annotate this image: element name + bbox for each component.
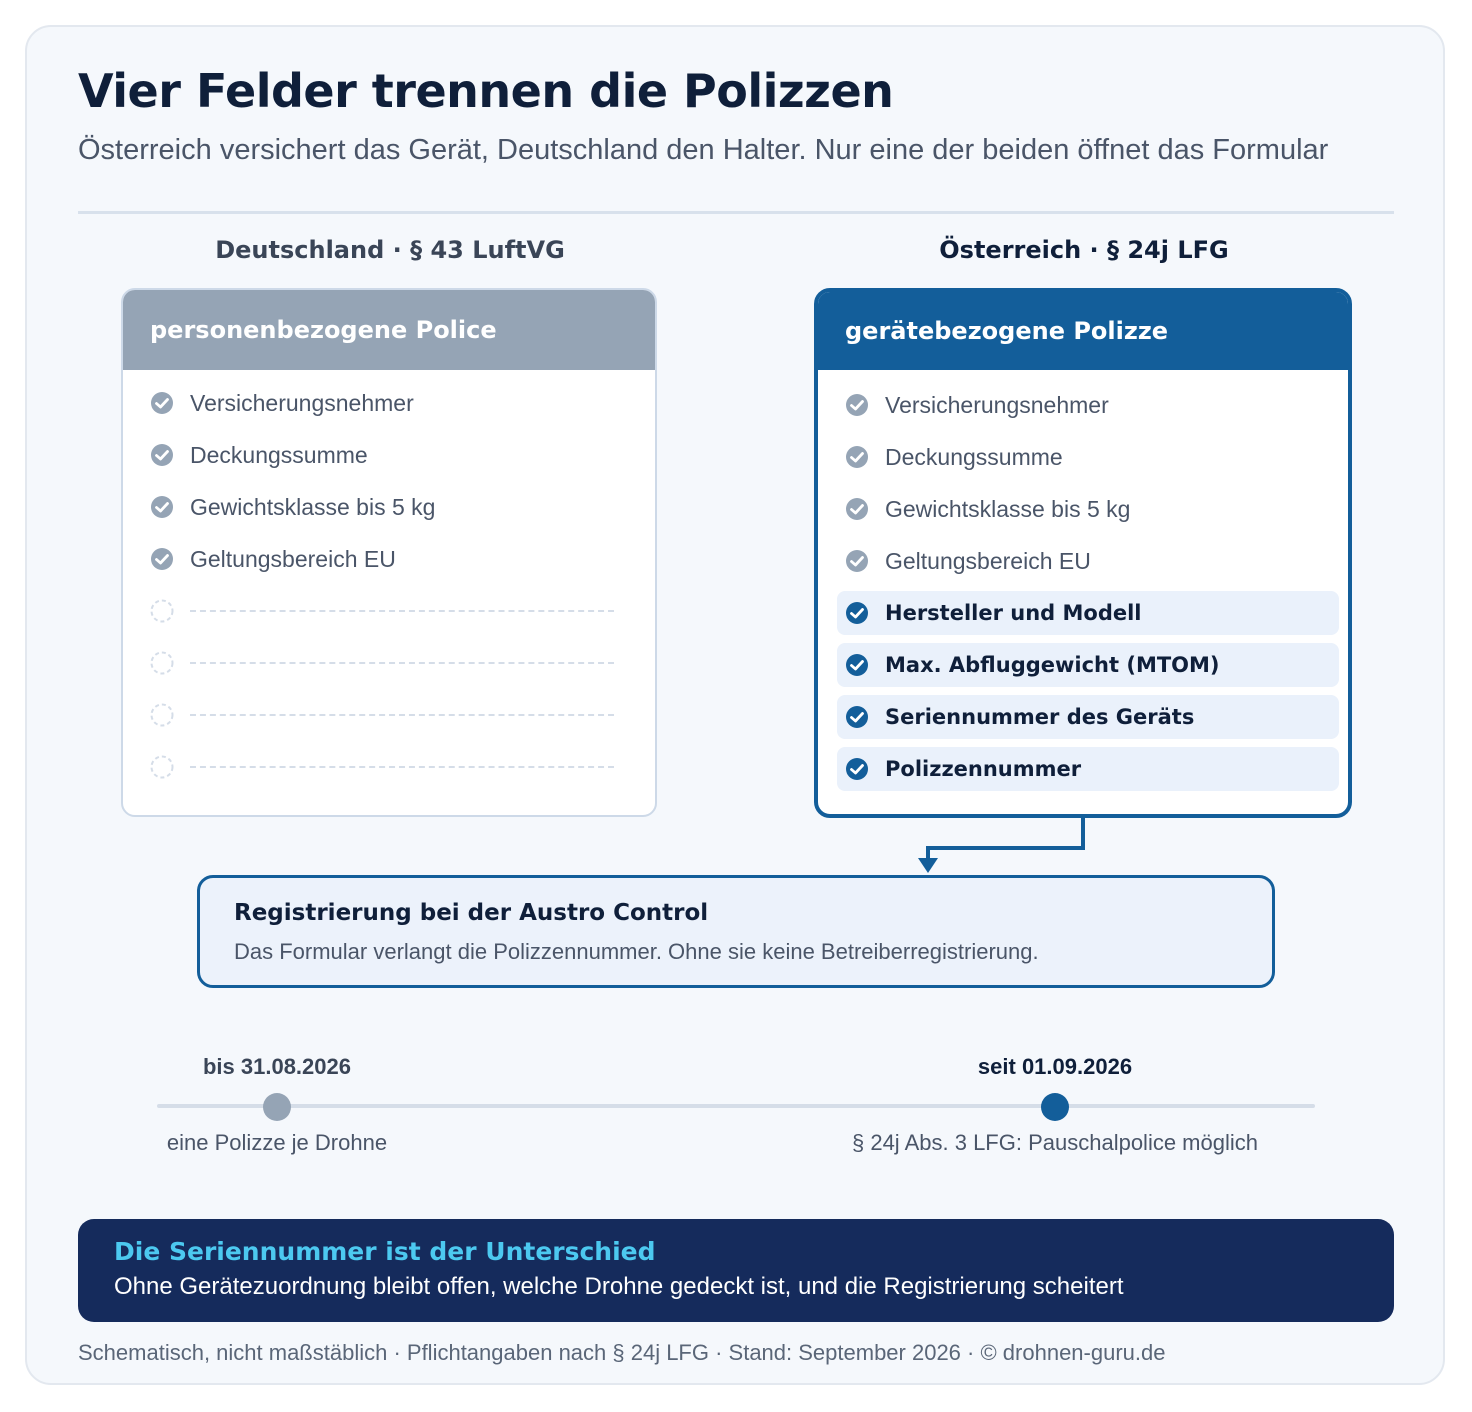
field-label: Seriennummer des Geräts [885, 705, 1195, 729]
germany-field-row [150, 433, 368, 477]
field-label: Versicherungsnehmer [885, 391, 1109, 418]
timeline-after-marker [1041, 1093, 1069, 1121]
timeline-track [157, 1104, 1315, 1108]
field-label: Deckungssumme [190, 441, 368, 468]
austria-policy-card [814, 288, 1352, 818]
timeline-after-caption: § 24j Abs. 3 LFG: Pauschalpolice möglich [851, 1130, 1258, 1155]
empty-field-line [190, 714, 614, 716]
key-message-banner [78, 1219, 1394, 1322]
page-subtitle: Österreich versichert das Gerät, Deutschland den Halter. Nur eine der beiden öffnet das Formular [78, 134, 1329, 166]
registration-box [197, 875, 1275, 988]
field-label: Polizzennummer [885, 757, 1082, 781]
page-title: Vier Felder trennen die Polizzen [78, 64, 894, 118]
check-circle-icon [150, 547, 174, 571]
registration-text: Das Formular verlangt die Polizzennummer. Ohne sie keine Betreiberregistrierung. [234, 939, 1039, 964]
field-label: Geltungsbereich EU [885, 547, 1091, 574]
empty-circle-icon [150, 703, 174, 727]
divider [78, 211, 1394, 214]
austria-required-field-row [837, 747, 1339, 791]
timeline-before-label: bis 31.08.2026 [202, 1054, 351, 1079]
check-circle-icon [845, 497, 869, 521]
field-label: Max. Abfluggewicht (MTOM) [885, 653, 1220, 677]
austria-required-field-row [837, 695, 1339, 739]
check-circle-icon [845, 653, 869, 677]
check-circle-icon [845, 705, 869, 729]
timeline-after-label: seit 01.09.2026 [977, 1054, 1133, 1079]
germany-policy-title: personenbezogene Police [123, 290, 655, 370]
footer-note: Schematisch, nicht maßstäblich · Pflichtangaben nach § 24j LFG · Stand: September 2026 · © drohnen-guru.de [78, 1340, 1166, 1365]
germany-empty-field-row [150, 641, 614, 685]
check-circle-icon [150, 391, 174, 415]
austria-required-field-row [837, 643, 1339, 687]
empty-field-line [190, 610, 614, 612]
field-label: Geltungsbereich EU [190, 545, 396, 572]
germany-empty-field-row [150, 745, 614, 789]
empty-circle-icon [150, 651, 174, 675]
germany-field-row [150, 485, 435, 529]
timeline-before-marker [263, 1093, 291, 1121]
check-circle-icon [845, 549, 869, 573]
check-circle-icon [845, 445, 869, 469]
field-label: Deckungssumme [885, 443, 1063, 470]
check-circle-icon [845, 757, 869, 781]
field-label: Gewichtsklasse bis 5 kg [190, 493, 436, 520]
germany-empty-field-row [150, 693, 614, 737]
austria-heading: Österreich · § 24j LFG [939, 236, 1229, 264]
austria-policy-title: gerätebezogene Polizze [818, 292, 1348, 370]
field-label: Versicherungsnehmer [190, 389, 414, 416]
empty-field-line [190, 662, 614, 664]
field-label: Gewichtsklasse bis 5 kg [885, 495, 1131, 522]
field-label: Hersteller und Modell [885, 601, 1142, 625]
austria-field-row [845, 435, 1063, 479]
empty-circle-icon [150, 599, 174, 623]
germany-policy-card [121, 288, 657, 817]
empty-field-line [190, 766, 614, 768]
check-circle-icon [150, 495, 174, 519]
check-circle-icon [845, 393, 869, 417]
germany-heading: Deutschland · § 43 LuftVG [215, 236, 565, 264]
austria-required-field-row [837, 591, 1339, 635]
austria-field-row [845, 539, 1091, 583]
registration-title: Registrierung bei der Austro Control [234, 900, 709, 926]
check-circle-icon [150, 443, 174, 467]
banner-text: Ohne Gerätezuordnung bleibt offen, welche Drohne gedeckt ist, und die Registrierung scheitert [114, 1273, 1124, 1300]
austria-field-row [845, 383, 1109, 427]
banner-title: Die Seriennummer ist der Unterschied [114, 1237, 656, 1266]
austria-field-row [845, 487, 1130, 531]
germany-field-row [150, 381, 414, 425]
germany-empty-field-row [150, 589, 614, 633]
empty-circle-icon [150, 755, 174, 779]
check-circle-icon [845, 601, 869, 625]
germany-field-row [150, 537, 396, 581]
timeline-before-caption: eine Polizze je Drohne [166, 1130, 388, 1155]
